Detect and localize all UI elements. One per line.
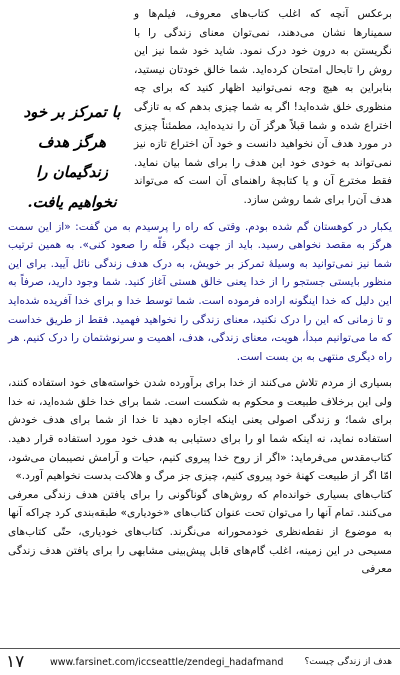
footer-url[interactable]: www.farsinet.com/iccseattle/zendegi_hadafmand	[50, 656, 284, 668]
intro-section	[8, 5, 392, 210]
kurdistan-paragraph: یکبار در کوهستان گم شده بودم. وقتی که راه را پرسیدم به من گفت: «از این سمت هرگز به مقصد نخواهی رسید. باید از جهت دیگر، قلّه را صعود کنی». به همین ترتیب شما نیز نمی‌توانید به وسیلهٔ تمرکز بر خویش، به درک هدف زندگی نائل آیید. برای این منظور بایستی جستجو را از خدا یعنی خالق هستی آغاز کنید. شما وجود دارید، صرفاً به این دلیل که خدا اینگونه اراده فرموده است. شما توسط خدا و برای خدا آفریده شده‌اید و تا زمانی که این را درک نکنید، معنای زندگی را نخواهید فهمید. فقط از طریق خداست که ما می‌توانیم مبدأ، هویت، معنای زندگی، هدف، اهمیت و سرنوشتمان را درک کنیم. هر راه دیگری منتهی به بن بست است.	[8, 220, 392, 363]
running-head: هدف از زندگی چیست؟	[304, 657, 392, 667]
people-paragraph: بسیاری از مردم تلاش می‌کنند از خدا برای برآورده شدن خواسته‌های خود استفاده کنند، ولی این برخلاف طبیعت و محکوم به شکست است. شما برای خدا خلق شده‌اید، نه خدا برای شما؛ و زندگی اصولی یعنی اینکه اجازه دهید تا خدا از شما برای هدف خودش استفاده نماید، نه اینکه شما او را برای دستیابی به هدف خود مورد استفاده قرار دهید. کتاب‌مقدس می‌فرماید: «اگر از روح خدا پیروی کنیم، حیات و آرامش نصیبمان می‌شود، امّا اگر از طبیعت کهنهٔ خود پیروی کنیم، چیزی جز مرگ و هلاکت بدست نخواهیم آورد.»	[8, 377, 392, 483]
books-paragraph: کتاب‌های بسیاری خوانده‌ام که روش‌های گوناگونی را برای یافتن هدف زندگی معرفی می‌کنند. تمام آنها را می‌توان تحت عنوان کتاب‌های «خودیاری» طبقه‌بندی کرد چراکه آنها به موضوع از نقطه‌نظری خودمحورانه می‌نگرند. کتاب‌های خودیاری، حتّی کتاب‌های مسیحی در این زمینه، اغلب گام‌های قابل پیش‌بینی مشابهی را برای یافتن هدف زندگی معرفی	[8, 488, 392, 576]
pull-quote: با تمرکز بر خود هرگز هدف زندگیمان را نخواهیم یافت.	[23, 103, 121, 211]
page-number: ١٧	[6, 652, 25, 672]
page-footer	[0, 648, 400, 675]
intro-paragraph: برعکس آنچه که اغلب کتاب‌های معروف، فیلم‌ها و سمینارها نشان می‌دهند، نمی‌توان معنای زندگی را با نگریستن به درون خود درک نمود. شاید خود شما نیز این روش را تابحال امتحان کرده‌اید. شما خالق خودتان نیستید، بنابراین به هیچ وجه نمی‌توانید اظهار کنید که برای چه منظوری خلق شده‌اید! اگر به شما چیزی بدهم که به تازگی اختراع شده و شما قبلاً هرگز آن را ندیده‌اید، مطمئناً چیزی در مورد هدف آن نخواهید دانست و خود آن اختراع تازه نیز نمی‌تواند به خودی خود این هدف را برای شما بیان نماید. فقط مخترع آن و یا کتابچهٔ راهنمای آن است که می‌تواند هدف آن‌را برای شما روشن سازد.	[134, 8, 392, 206]
